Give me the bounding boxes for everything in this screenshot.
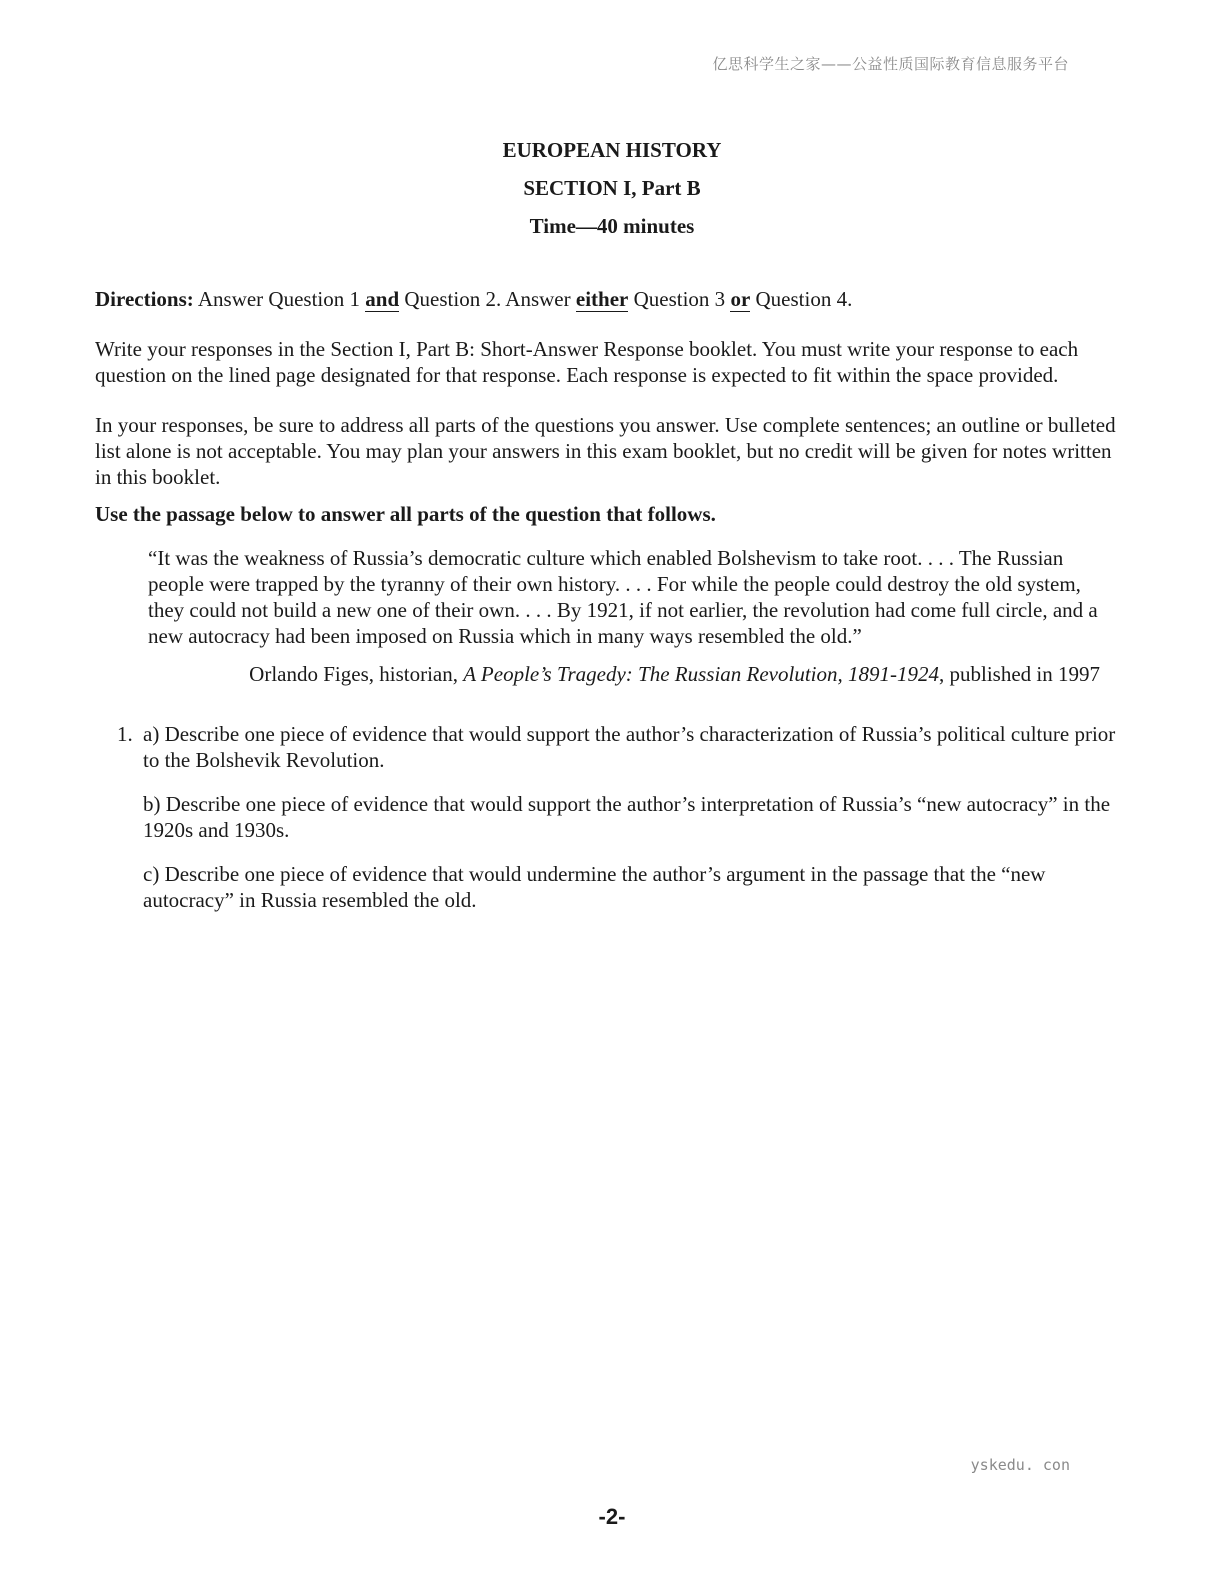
answer-guidelines: In your responses, be sure to address all parts of the questions you answer. Use complete sentences; an outline or bulleted list alone is not acceptable. You may plan your answers in this exam booklet, but no credit will be given for notes written in this booklet.: [95, 413, 1116, 489]
question-part-c: c) Describe one piece of evidence that would undermine the author’s argument in the passage that the “new autocracy” in Russia resembled the old.: [143, 862, 1046, 912]
directions: [95, 286, 1120, 312]
response-instructions: Write your responses in the Section I, Part B: Short-Answer Response booklet. You must write your response to each question on the lined page designated for that response. Each response is expected to fit within the space provided.: [95, 337, 1079, 387]
subject-title: EUROPEAN HISTORY: [502, 138, 722, 162]
attribution-author: Orlando Figes, historian,: [249, 662, 464, 686]
directions-text-2: Question 2. Answer: [399, 287, 576, 311]
passage-instruction: Use the passage below to answer all parts of the question that follows.: [95, 502, 716, 526]
time-limit: Time—40 minutes: [529, 214, 695, 238]
section-title: SECTION I, Part B: [523, 176, 701, 200]
question-number: 1.: [117, 722, 133, 746]
attribution-published: , published in 1997: [939, 662, 1100, 686]
directions-label: Directions:: [95, 287, 194, 311]
page-header: [0, 135, 1224, 249]
page-number: -2-: [598, 1504, 626, 1529]
main-content: [95, 286, 1120, 931]
watermark-top: 亿思科学生之家——公益性质国际教育信息服务平台: [712, 55, 1069, 73]
question-part-a: a) Describe one piece of evidence that would support the author’s characterization of Russia’s political culture prior to the Bolshevik Revolution.: [143, 722, 1116, 772]
emphasis-either: either: [575, 287, 629, 311]
watermark-bottom: yskedu. con: [970, 1456, 1070, 1474]
directions-text-3: Question 3: [628, 287, 731, 311]
passage-attribution: [95, 661, 1100, 687]
question-1: [95, 721, 1120, 913]
emphasis-or: or: [730, 287, 751, 311]
emphasis-and: and: [365, 287, 400, 311]
question-part-b: b) Describe one piece of evidence that would support the author’s interpretation of Russia’s “new autocracy” in the 1920s and 1930s.: [143, 792, 1111, 842]
passage-quote: “It was the weakness of Russia’s democratic culture which enabled Bolshevism to take root. . . . The Russian people were trapped by the tyranny of their own history. . . . For while the people could destroy the old system, they could not build a new one of their own. . . . By 1921, if not earlier, the revolution had come full circle, and a new autocracy had been imposed on Russia which in many ways resembled the old.”: [148, 546, 1098, 648]
directions-text-4: Question 4.: [750, 287, 853, 311]
directions-text-1: Answer Question 1: [193, 287, 366, 311]
attribution-book-title: A People’s Tragedy: The Russian Revolution, 1891-1924: [463, 662, 939, 686]
